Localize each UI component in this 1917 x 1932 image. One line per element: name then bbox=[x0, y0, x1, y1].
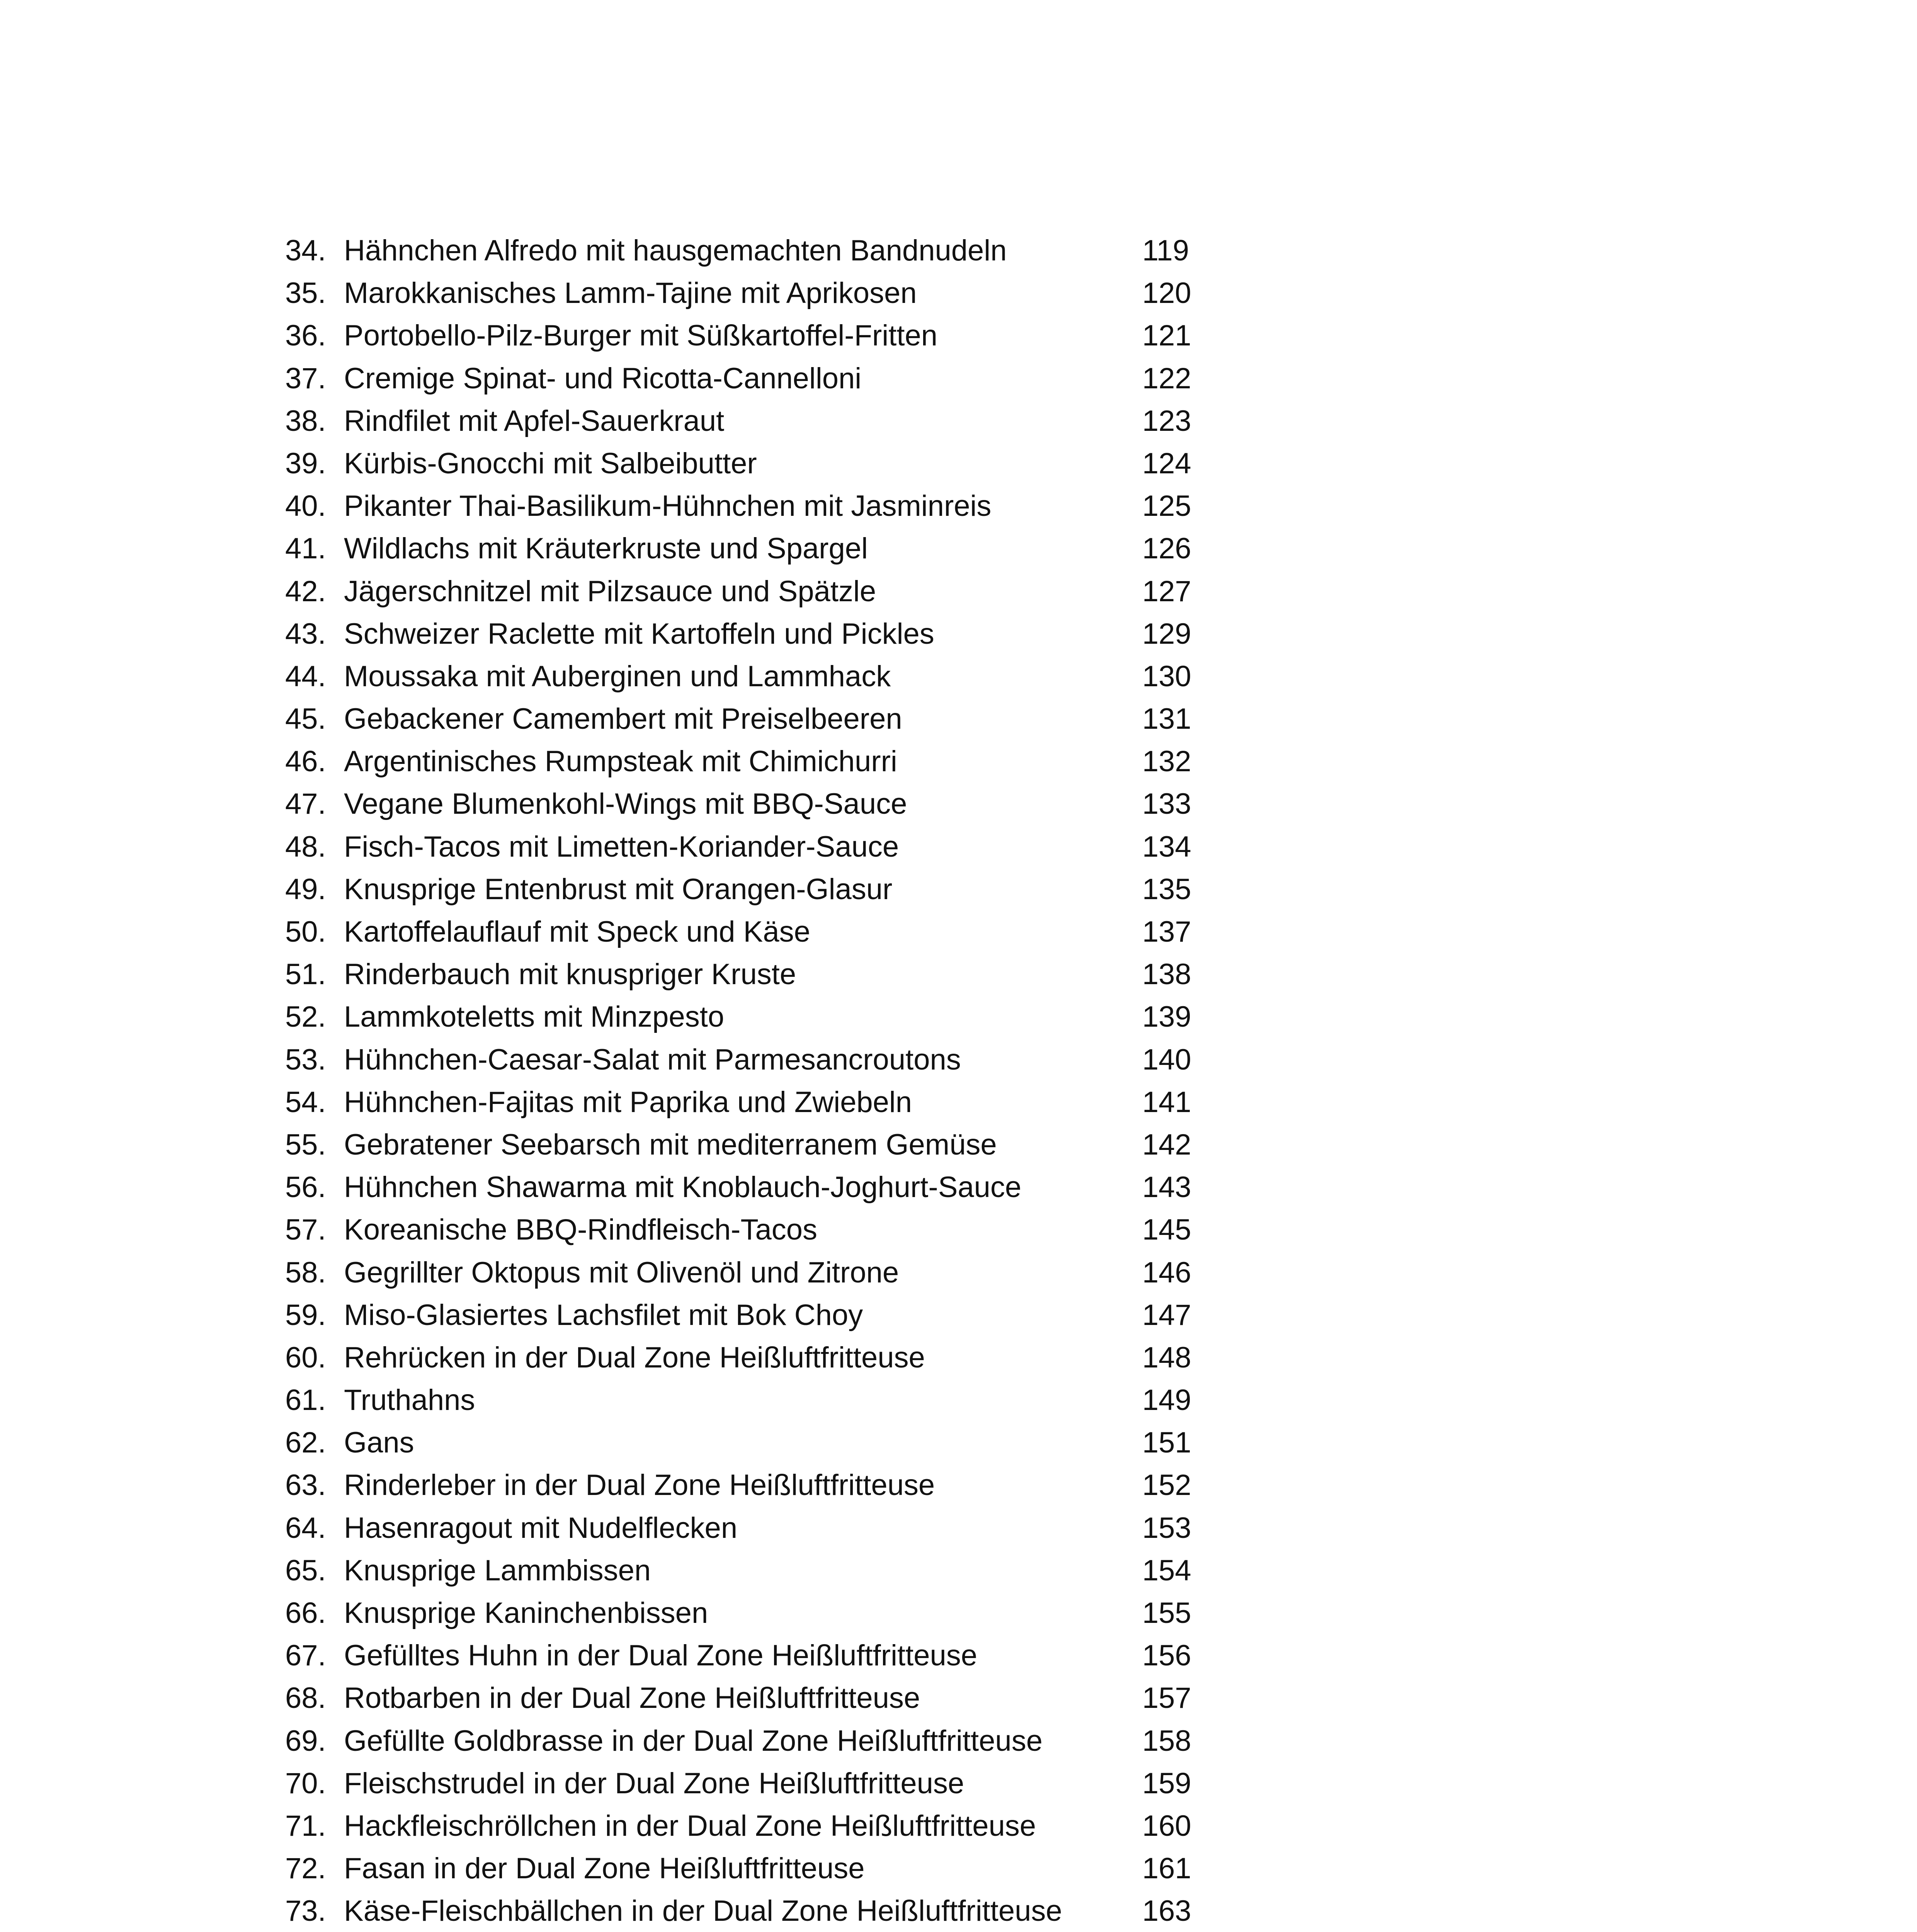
toc-entry-number: 43. bbox=[285, 617, 326, 650]
toc-entry[interactable] bbox=[285, 1166, 1197, 1209]
toc-entry[interactable] bbox=[285, 272, 1197, 315]
toc-entry[interactable] bbox=[285, 1124, 1197, 1166]
toc-entry-page: 120 bbox=[1142, 277, 1191, 310]
toc-entry-title: Portobello-Pilz-Burger mit Süßkartoffel-Fritten bbox=[344, 319, 937, 352]
toc-entry-number: 47. bbox=[285, 787, 326, 821]
toc-entry-page: 137 bbox=[1142, 915, 1191, 948]
toc-entry-title: Fisch-Tacos mit Limetten-Koriander-Sauce bbox=[344, 830, 899, 863]
toc-entry-title: Pikanter Thai-Basilikum-Hühnchen mit Jasminreis bbox=[344, 490, 992, 523]
toc-entry-page: 163 bbox=[1142, 1895, 1191, 1928]
toc-entry[interactable] bbox=[285, 1677, 1197, 1719]
toc-entry-title: Hähnchen Alfredo mit hausgemachten Bandnudeln bbox=[344, 234, 1007, 267]
toc-entry-title: Fleischstrudel in der Dual Zone Heißluftfritteuse bbox=[344, 1767, 964, 1800]
toc-entry-number: 48. bbox=[285, 830, 326, 863]
toc-entry-title: Lammkoteletts mit Minzpesto bbox=[344, 1000, 725, 1034]
toc-entry-title: Hühnchen-Caesar-Salat mit Parmesancroutons bbox=[344, 1043, 961, 1076]
toc-entry[interactable] bbox=[285, 1592, 1197, 1634]
toc-entry-title: Gegrillter Oktopus mit Olivenöl und Zitrone bbox=[344, 1256, 899, 1289]
toc-entry[interactable] bbox=[285, 911, 1197, 953]
toc-entry-title: Hühnchen Shawarma mit Knoblauch-Joghurt-Sauce bbox=[344, 1171, 1022, 1204]
toc-entry[interactable] bbox=[285, 1337, 1197, 1379]
toc-entry-number: 35. bbox=[285, 277, 326, 310]
toc-entry-page: 141 bbox=[1142, 1085, 1191, 1119]
toc-entry-number: 71. bbox=[285, 1809, 326, 1842]
toc-entry-title: Gans bbox=[344, 1426, 414, 1459]
toc-entry[interactable] bbox=[285, 400, 1197, 442]
toc-entry-page: 122 bbox=[1142, 362, 1191, 395]
toc-entry-number: 50. bbox=[285, 915, 326, 948]
toc-entry-page: 130 bbox=[1142, 660, 1191, 693]
toc-entry-page: 149 bbox=[1142, 1384, 1191, 1417]
toc-entry-page: 143 bbox=[1142, 1171, 1191, 1204]
toc-entry-page: 158 bbox=[1142, 1724, 1191, 1757]
toc-entry-number: 36. bbox=[285, 319, 326, 352]
toc-entry-page: 134 bbox=[1142, 830, 1191, 863]
toc-entry-page: 160 bbox=[1142, 1809, 1191, 1842]
toc-entry-number: 61. bbox=[285, 1384, 326, 1417]
toc-entry-number: 66. bbox=[285, 1597, 326, 1629]
toc-entry-title: Argentinisches Rumpsteak mit Chimichurri bbox=[344, 745, 897, 778]
toc-entry-page: 135 bbox=[1142, 872, 1191, 906]
toc-entry-page: 125 bbox=[1142, 490, 1191, 523]
toc-entry-title: Gebackener Camembert mit Preiselbeeren bbox=[344, 702, 902, 736]
toc-entry-number: 73. bbox=[285, 1895, 326, 1928]
toc-entry[interactable] bbox=[285, 230, 1197, 272]
toc-entry-title: Vegane Blumenkohl-Wings mit BBQ-Sauce bbox=[344, 787, 907, 821]
toc-entry-title: Gebratener Seebarsch mit mediterranem Gemüse bbox=[344, 1128, 997, 1161]
toc-entry-title: Gefülltes Huhn in der Dual Zone Heißluftfritteuse bbox=[344, 1639, 978, 1672]
toc-entry-page: 152 bbox=[1142, 1469, 1191, 1502]
toc-entry[interactable] bbox=[285, 1464, 1197, 1507]
toc-entry-number: 57. bbox=[285, 1213, 326, 1247]
toc-entry-title: Rinderleber in der Dual Zone Heißluftfritteuse bbox=[344, 1469, 935, 1502]
toc-entry-page: 132 bbox=[1142, 745, 1191, 778]
toc-entry-number: 52. bbox=[285, 1000, 326, 1034]
toc-entry-title: Knusprige Kaninchenbissen bbox=[344, 1597, 708, 1629]
toc-entry-number: 55. bbox=[285, 1128, 326, 1161]
toc-entry-title: Moussaka mit Auberginen und Lammhack bbox=[344, 660, 891, 693]
toc-entry-page: 138 bbox=[1142, 958, 1191, 991]
toc-entry[interactable] bbox=[285, 1252, 1197, 1294]
toc-entry[interactable] bbox=[285, 868, 1197, 911]
toc-entry[interactable] bbox=[285, 1081, 1197, 1124]
toc-entry-title: Wildlachs mit Kräuterkruste und Spargel bbox=[344, 532, 868, 565]
toc-entry[interactable] bbox=[285, 1847, 1197, 1890]
toc-entry-title: Knusprige Entenbrust mit Orangen-Glasur bbox=[344, 872, 893, 906]
toc-entry-number: 59. bbox=[285, 1298, 326, 1332]
toc-entry[interactable] bbox=[285, 1039, 1197, 1081]
toc-entry-title: Rotbarben in der Dual Zone Heißluftfritteuse bbox=[344, 1682, 920, 1715]
toc-entry-number: 40. bbox=[285, 490, 326, 523]
toc-entry[interactable] bbox=[285, 1422, 1197, 1464]
toc-entry-title: Miso-Glasiertes Lachsfilet mit Bok Choy bbox=[344, 1298, 863, 1332]
toc-entry[interactable] bbox=[285, 527, 1197, 570]
toc-entry-title: Truthahns bbox=[344, 1384, 475, 1417]
toc-entry[interactable] bbox=[285, 613, 1197, 655]
toc-entry[interactable] bbox=[285, 1805, 1197, 1847]
toc-entry-page: 129 bbox=[1142, 617, 1191, 650]
toc-entry-number: 58. bbox=[285, 1256, 326, 1289]
toc-entry-number: 68. bbox=[285, 1682, 326, 1715]
toc-entry[interactable] bbox=[285, 953, 1197, 996]
toc-entry-number: 45. bbox=[285, 702, 326, 736]
toc-entry-page: 133 bbox=[1142, 787, 1191, 821]
toc-entry-number: 54. bbox=[285, 1085, 326, 1119]
toc-entry-number: 34. bbox=[285, 234, 326, 267]
toc-entry-title: Gefüllte Goldbrasse in der Dual Zone Heißluftfritteuse bbox=[344, 1724, 1043, 1757]
toc-entry[interactable] bbox=[285, 740, 1197, 783]
toc-entry-number: 46. bbox=[285, 745, 326, 778]
toc-entry[interactable] bbox=[285, 1209, 1197, 1251]
toc-entry-number: 64. bbox=[285, 1511, 326, 1544]
toc-entry-number: 70. bbox=[285, 1767, 326, 1800]
toc-entry[interactable] bbox=[285, 698, 1197, 740]
toc-entry-page: 157 bbox=[1142, 1682, 1191, 1715]
toc-entry-title: Hühnchen-Fajitas mit Paprika und Zwiebeln bbox=[344, 1085, 912, 1119]
toc-entry-page: 153 bbox=[1142, 1511, 1191, 1544]
toc-entry-number: 65. bbox=[285, 1554, 326, 1587]
toc-entry-page: 151 bbox=[1142, 1426, 1191, 1459]
toc-entry[interactable] bbox=[285, 783, 1197, 825]
toc-entry-page: 155 bbox=[1142, 1597, 1191, 1629]
toc-entry-title: Rinderbauch mit knuspriger Kruste bbox=[344, 958, 796, 991]
toc-entry-number: 69. bbox=[285, 1724, 326, 1757]
toc-entry-number: 72. bbox=[285, 1852, 326, 1885]
toc-entry-number: 49. bbox=[285, 872, 326, 906]
toc-entry-page: 142 bbox=[1142, 1128, 1191, 1161]
toc-entry[interactable] bbox=[285, 1720, 1197, 1762]
toc-entry[interactable] bbox=[285, 570, 1197, 613]
toc-entry-number: 42. bbox=[285, 575, 326, 608]
toc-entry[interactable] bbox=[285, 485, 1197, 527]
toc-entry-page: 159 bbox=[1142, 1767, 1191, 1800]
toc-entry-page: 145 bbox=[1142, 1213, 1191, 1247]
toc-entry-page: 156 bbox=[1142, 1639, 1191, 1672]
toc-entry-number: 53. bbox=[285, 1043, 326, 1076]
toc-entry-title: Rindfilet mit Apfel-Sauerkraut bbox=[344, 404, 725, 437]
toc-entry-title: Fasan in der Dual Zone Heißluftfritteuse bbox=[344, 1852, 865, 1885]
toc-entry-title: Jägerschnitzel mit Pilzsauce und Spätzle bbox=[344, 575, 876, 608]
toc-entry-title: Kürbis-Gnocchi mit Salbeibutter bbox=[344, 447, 757, 480]
toc-entry[interactable] bbox=[285, 1890, 1197, 1932]
toc-entry-page: 124 bbox=[1142, 447, 1191, 480]
toc-entry-title: Kartoffelauflauf mit Speck und Käse bbox=[344, 915, 810, 948]
toc-entry-number: 44. bbox=[285, 660, 326, 693]
toc-entry-title: Koreanische BBQ-Rindfleisch-Tacos bbox=[344, 1213, 817, 1247]
toc-entry-title: Knusprige Lammbissen bbox=[344, 1554, 651, 1587]
toc-entry-number: 63. bbox=[285, 1469, 326, 1502]
toc-entry-title: Cremige Spinat- und Ricotta-Cannelloni bbox=[344, 362, 862, 395]
toc-entry[interactable] bbox=[285, 655, 1197, 698]
toc-entry-number: 38. bbox=[285, 404, 326, 437]
toc-entry-number: 62. bbox=[285, 1426, 326, 1459]
table-of-contents bbox=[285, 230, 1197, 1932]
toc-entry-title: Hackfleischröllchen in der Dual Zone Heißluftfritteuse bbox=[344, 1809, 1036, 1842]
toc-entry-page: 126 bbox=[1142, 532, 1191, 565]
toc-entry-title: Käse-Fleischbällchen in der Dual Zone Heißluftfritteuse bbox=[344, 1895, 1062, 1928]
toc-entry-title: Schweizer Raclette mit Kartoffeln und Pickles bbox=[344, 617, 934, 650]
toc-entry-title: Marokkanisches Lamm-Tajine mit Aprikosen bbox=[344, 277, 917, 310]
toc-entry[interactable] bbox=[285, 996, 1197, 1038]
toc-entry-number: 37. bbox=[285, 362, 326, 395]
toc-entry[interactable] bbox=[285, 1507, 1197, 1549]
toc-entry[interactable] bbox=[285, 442, 1197, 485]
toc-entry-title: Rehrücken in der Dual Zone Heißluftfritteuse bbox=[344, 1341, 925, 1374]
toc-entry-page: 127 bbox=[1142, 575, 1191, 608]
toc-entry-page: 119 bbox=[1142, 234, 1189, 267]
toc-entry-page: 147 bbox=[1142, 1298, 1191, 1332]
toc-entry-number: 41. bbox=[285, 532, 326, 565]
toc-entry-number: 51. bbox=[285, 958, 326, 991]
toc-entry-page: 148 bbox=[1142, 1341, 1191, 1374]
toc-entry[interactable] bbox=[285, 315, 1197, 357]
toc-entry[interactable] bbox=[285, 826, 1197, 868]
toc-entry[interactable] bbox=[285, 1634, 1197, 1677]
toc-entry[interactable] bbox=[285, 1294, 1197, 1337]
toc-entry[interactable] bbox=[285, 1379, 1197, 1422]
toc-entry-number: 39. bbox=[285, 447, 326, 480]
toc-entry-page: 140 bbox=[1142, 1043, 1191, 1076]
toc-entry-number: 60. bbox=[285, 1341, 326, 1374]
toc-entry-page: 154 bbox=[1142, 1554, 1191, 1587]
toc-entry[interactable] bbox=[285, 1762, 1197, 1805]
toc-entry-title: Hasenragout mit Nudelflecken bbox=[344, 1511, 738, 1544]
toc-entry-page: 161 bbox=[1142, 1852, 1191, 1885]
toc-entry-page: 131 bbox=[1142, 702, 1191, 736]
toc-entry-page: 146 bbox=[1142, 1256, 1191, 1289]
toc-entry-number: 56. bbox=[285, 1171, 326, 1204]
toc-entry-page: 139 bbox=[1142, 1000, 1191, 1034]
toc-entry-page: 123 bbox=[1142, 404, 1191, 437]
toc-entry-page: 121 bbox=[1142, 319, 1191, 352]
toc-entry[interactable] bbox=[285, 357, 1197, 400]
toc-entry-number: 67. bbox=[285, 1639, 326, 1672]
toc-entry[interactable] bbox=[285, 1549, 1197, 1592]
